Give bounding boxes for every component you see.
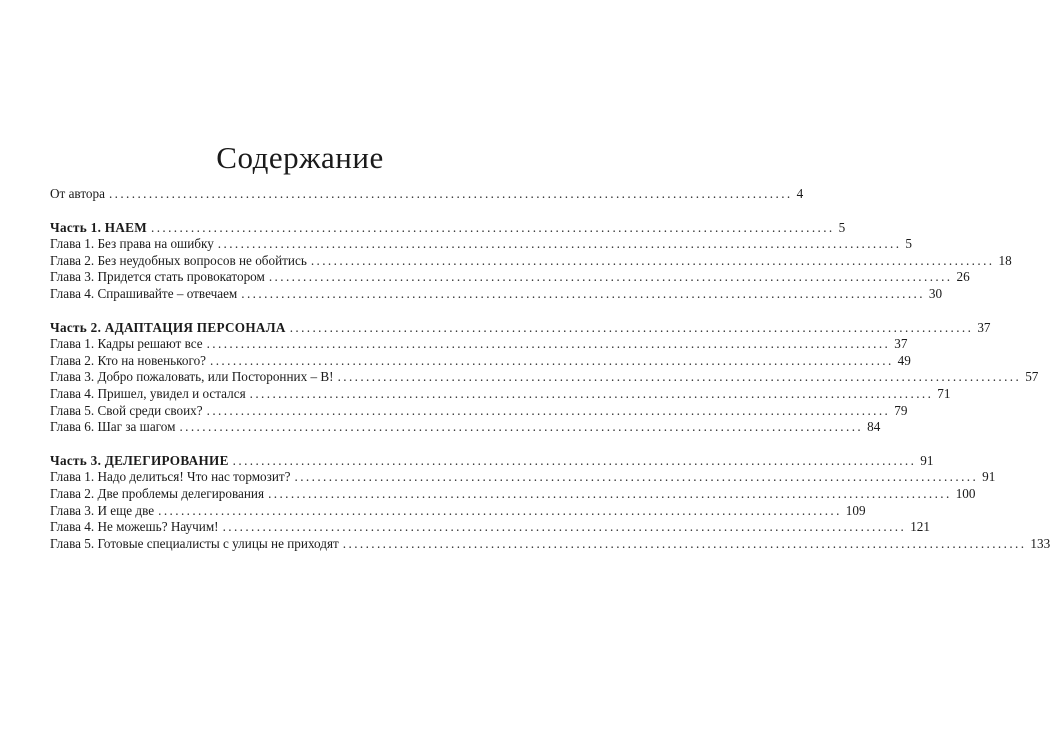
dot-leader: ........................................................................................................................: [289, 319, 974, 335]
toc-chapter: [50, 402, 908, 420]
toc-chapter: [50, 336, 908, 353]
toc-chapter-page: 84: [867, 419, 881, 435]
toc-chapter: [50, 469, 996, 486]
toc-chapter-label: Глава 6. Шаг за шагом: [50, 419, 176, 435]
dot-leader: ........................................................................................................................: [294, 469, 979, 485]
toc-chapter-page: 133: [1030, 535, 1050, 551]
toc-chapter-label: Глава 5. Свой среди своих?: [50, 402, 203, 418]
toc-chapter-label: Глава 3. Добро пожаловать, или Посторонних – В!: [50, 369, 334, 385]
toc-chapter-page: 30: [928, 285, 943, 301]
toc-chapter-label: Глава 4. Пришел, увидел и остался: [50, 385, 246, 401]
toc-chapter-page: 18: [998, 252, 1012, 268]
toc-chapter: [50, 519, 930, 536]
toc-chapter: [50, 252, 1012, 270]
toc-chapter: [50, 285, 943, 303]
toc-part-page: 37: [977, 319, 991, 335]
dot-leader: ........................................................................................................................: [210, 352, 894, 368]
toc-part-3: [50, 452, 934, 470]
dot-leader: ........................................................................................................................: [342, 535, 1027, 551]
dot-leader: ........................................................................................................................: [268, 269, 953, 285]
toc-chapter-label: Глава 3. Придется стать провокатором: [50, 269, 265, 285]
dot-leader: ........................................................................................................................: [337, 369, 1022, 385]
toc-chapter-label: Глава 5. Готовые специалисты с улицы не приходят: [50, 535, 339, 551]
toc-chapter-page: 79: [894, 402, 908, 418]
toc-chapter-label: Глава 2. Без неудобных вопросов не обойтись: [50, 252, 307, 268]
toc-chapter-page: 49: [897, 352, 911, 368]
dot-leader: ........................................................................................................................: [241, 285, 925, 301]
section-gap: [50, 203, 530, 220]
dot-leader: ........................................................................................................................: [158, 502, 842, 518]
toc-chapter-page: 100: [955, 485, 976, 501]
section-gap: [50, 436, 530, 453]
dot-leader: ........................................................................................................................: [151, 219, 835, 235]
dot-leader: ........................................................................................................................: [268, 485, 952, 501]
toc-chapter-label: Глава 4. Не можешь? Научим!: [50, 519, 219, 535]
dot-leader: ........................................................................................................................: [310, 252, 995, 268]
dot-leader: ........................................................................................................................: [232, 452, 917, 468]
toc-chapter: [50, 352, 911, 370]
toc-part-1: [50, 219, 846, 237]
toc-chapter-page: 5: [905, 236, 913, 252]
dot-leader: ........................................................................................................................: [179, 419, 864, 435]
toc-entry-intro: [50, 186, 804, 203]
toc-part-page: 5: [838, 219, 846, 235]
toc-chapter: [50, 535, 1050, 553]
toc-entry-label: От автора: [50, 186, 105, 201]
toc-chapter-label: Глава 1. Надо делиться! Что нас тормозит?: [50, 469, 291, 485]
toc-chapter: [50, 369, 1039, 386]
table-of-contents: [50, 186, 1050, 552]
toc-chapter-label: Глава 1. Без права на ошибку: [50, 236, 214, 252]
section-gap: [50, 303, 530, 320]
toc-chapter-page: 71: [937, 385, 951, 401]
toc-chapter-page: 109: [845, 502, 866, 518]
toc-chapter-label: Глава 2. Кто на новенького?: [50, 352, 207, 368]
toc-chapter: [50, 236, 913, 253]
dot-leader: ........................................................................................................................: [206, 336, 891, 352]
toc-chapter-label: Глава 2. Две проблемы делегирования: [50, 485, 265, 501]
toc-chapter-label: Глава 1. Кадры решают все: [50, 336, 203, 352]
toc-part-2: [50, 319, 991, 337]
dot-leader: ........................................................................................................................: [217, 236, 902, 252]
toc-chapter-page: 57: [1025, 369, 1039, 385]
toc-chapter-label: Глава 3. И еще две: [50, 502, 155, 518]
toc-entry-page: 4: [796, 186, 804, 201]
toc-part-label: Часть 1. НАЕМ: [50, 219, 147, 235]
toc-part-page: 91: [920, 452, 934, 468]
page-title: Содержание: [216, 140, 384, 175]
toc-chapter-label: Глава 4. Спрашивайте – отвечаем: [50, 285, 238, 301]
toc-part-label: Часть 3. ДЕЛЕГИРОВАНИЕ: [50, 452, 229, 468]
dot-leader: ........................................................................................................................: [222, 519, 907, 535]
toc-chapter-page: 121: [910, 519, 930, 535]
toc-chapter: [50, 485, 976, 503]
toc-chapter-page: 37: [894, 336, 908, 352]
dot-leader: ........................................................................................................................: [108, 186, 793, 201]
toc-part-label: Часть 2. АДАПТАЦИЯ ПЕРСОНАЛА: [50, 319, 286, 335]
toc-chapter: [50, 269, 970, 286]
dot-leader: ........................................................................................................................: [249, 385, 934, 401]
toc-chapter: [50, 419, 881, 436]
toc-chapter: [50, 502, 866, 520]
dot-leader: ........................................................................................................................: [206, 402, 891, 418]
toc-chapter-page: 91: [982, 469, 996, 485]
toc-chapter-page: 26: [956, 269, 970, 285]
toc-chapter: [50, 385, 951, 403]
